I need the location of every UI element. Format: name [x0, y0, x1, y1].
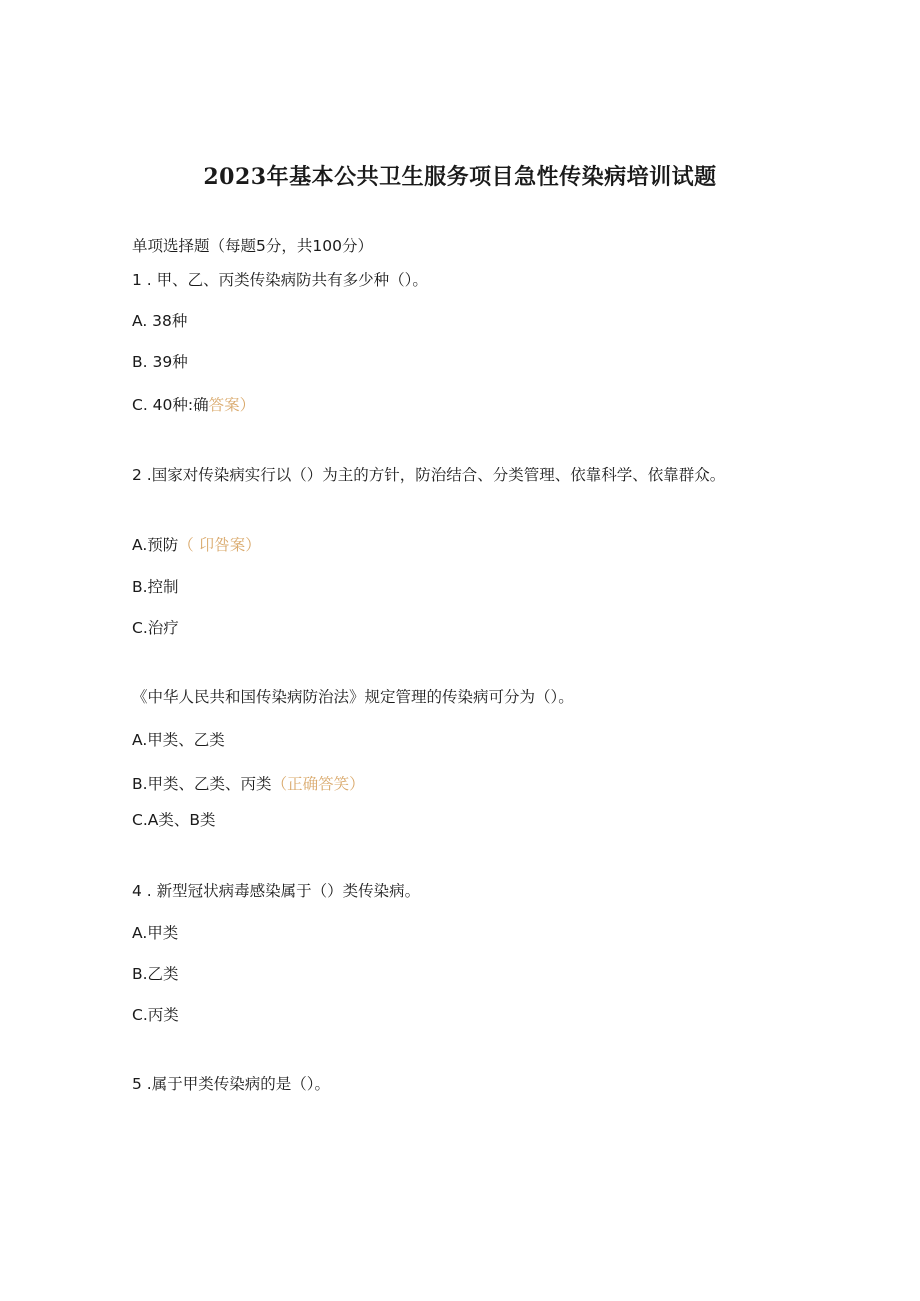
- question-1-stem: 1 . 甲、乙、丙类传染病防共有多少种（）。: [132, 271, 428, 289]
- option-text: A. 38种: [132, 312, 188, 330]
- document-title: 2023年基本公共卫生服务项目急性传染病培训试题: [203, 164, 717, 190]
- section-heading: 单项选择题（每题5分，共100分）: [132, 237, 373, 255]
- answer-note: （正确答笑）: [271, 775, 365, 793]
- question-4-stem: 4 . 新型冠状病毒感染属于（）类传染病。: [132, 882, 421, 900]
- option-text: C.丙类: [132, 1006, 179, 1024]
- option-text: C.治疗: [132, 619, 179, 637]
- question-2-option-a: [132, 533, 261, 555]
- question-3-option-c: [132, 808, 216, 830]
- option-text: A.甲类: [132, 924, 179, 942]
- question-2-option-c: [132, 616, 179, 638]
- option-text: A.甲类、乙类: [132, 731, 225, 749]
- question-3-stem: 《中华人民共和国传染病防治法》规定管理的传染病可分为（）。: [132, 688, 574, 706]
- option-text: B.乙类: [132, 965, 179, 983]
- question-1-option-b: [132, 350, 188, 372]
- answer-note: （ 卬咎案）: [178, 536, 261, 554]
- question-2-stem: 2 .国家对传染病实行以（）为主的方针，防治结合、分类管理、依靠科学、依靠群众。: [132, 466, 726, 484]
- question-5-stem: 5 .属于甲类传染病的是（）。: [132, 1075, 330, 1093]
- option-text: B.控制: [132, 578, 179, 596]
- question-3-option-b: [132, 772, 365, 794]
- answer-note: 答案）: [208, 396, 256, 414]
- question-2-option-b: [132, 575, 179, 597]
- question-1-option-c: [132, 393, 255, 415]
- question-4-option-a: [132, 921, 178, 943]
- option-text: A.预防: [132, 536, 179, 554]
- question-1-option-a: [132, 309, 187, 331]
- option-text: B. 39种: [132, 353, 188, 371]
- option-text: C. 40种:确: [132, 396, 209, 414]
- option-text: B.甲类、乙类、丙类: [132, 775, 272, 793]
- option-text: C.A类、B类: [132, 811, 216, 829]
- question-4-option-b: [132, 962, 179, 984]
- question-3-option-a: [132, 728, 225, 750]
- question-4-option-c: [132, 1003, 179, 1025]
